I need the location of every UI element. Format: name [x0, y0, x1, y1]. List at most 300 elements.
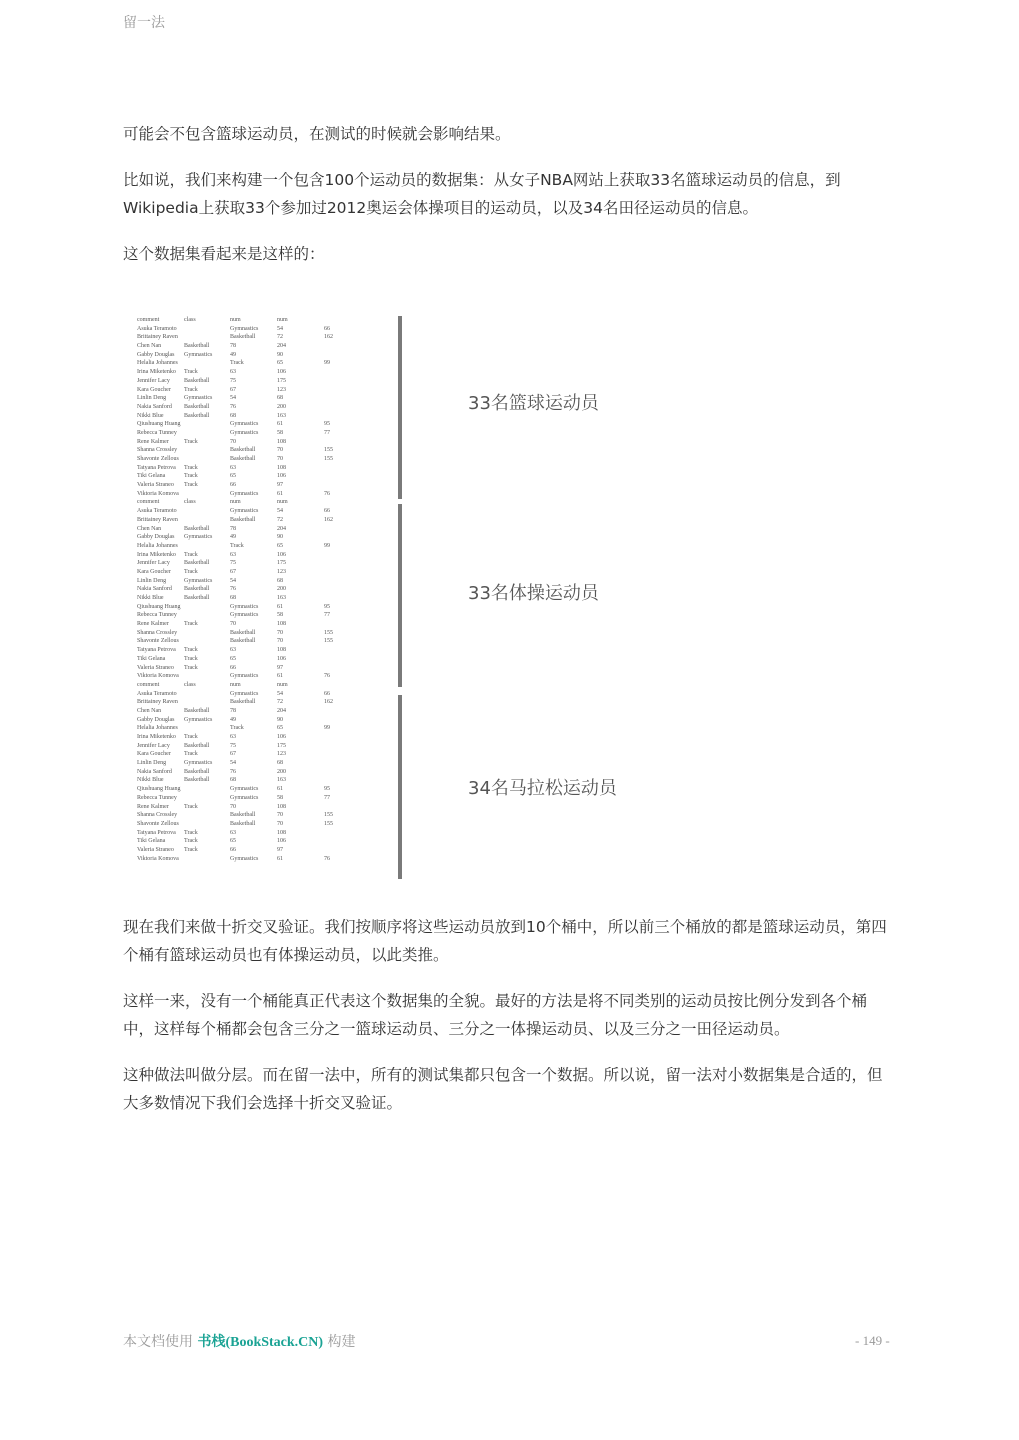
table-cell: Track [184, 846, 198, 853]
table-cell: 155 [324, 812, 333, 819]
table-row [137, 724, 357, 733]
table-cell: num [230, 681, 241, 688]
table-cell: 65 [277, 360, 283, 367]
table-cell [324, 472, 344, 481]
dataset-figure [123, 308, 653, 888]
table-cell [184, 446, 230, 455]
table-cell: Qiushuang Huang [137, 421, 181, 428]
table-cell: Tiki Gelana [137, 473, 166, 480]
table-cell [324, 620, 344, 629]
table-cell [324, 394, 344, 403]
table-cell [184, 698, 230, 707]
table-cell: Track [184, 568, 198, 575]
table-cell: Chen Nan [137, 707, 162, 714]
table-cell [324, 733, 344, 742]
table-cell [184, 333, 230, 342]
table-cell: 97 [277, 664, 283, 671]
table-cell: Irina Miketenko [137, 734, 176, 740]
table-cell: 200 [277, 403, 286, 410]
table-cell [324, 316, 344, 325]
table-cell: 68 [277, 760, 283, 767]
table-cell: Shavonte Zellous [137, 456, 179, 462]
table-cell [324, 551, 344, 560]
table-cell: Nakia Sanford [137, 403, 172, 410]
table-cell: 95 [324, 421, 330, 428]
table-cell: Basketball [184, 595, 210, 601]
table-cell [324, 438, 344, 447]
table-cell: Gymnastics [230, 690, 259, 697]
content-bottom [123, 913, 888, 1135]
table-cell: Rene Kalmer [137, 438, 169, 445]
table-cell: Basketball [184, 768, 210, 775]
table-cell: 67 [230, 751, 236, 758]
table-cell: Nakia Sanford [137, 768, 172, 775]
footer-suffix: 构建 [327, 1334, 356, 1350]
table-row [137, 768, 357, 777]
table-cell: num [277, 317, 288, 323]
table-cell: Track [184, 386, 198, 393]
table-cell: 78 [230, 525, 236, 532]
table-cell: Helalia Johannes [137, 360, 178, 367]
table-row [137, 533, 357, 542]
paragraph: 可能会不包含篮球运动员，在测试的时候就会影响结果。 [123, 125, 511, 143]
table-cell: Basketball [184, 403, 210, 410]
table-cell: Nikki Blue [137, 412, 164, 419]
table-cell [184, 429, 230, 438]
table-cell: 123 [277, 751, 286, 758]
table-cell: Track [184, 655, 198, 662]
table-cell [184, 811, 230, 820]
table-row [137, 803, 357, 812]
table-cell: 70 [277, 456, 283, 462]
table-cell [324, 403, 344, 412]
table-cell: 68 [230, 595, 236, 601]
table-cell [324, 585, 344, 594]
table-cell: Basketball [184, 377, 210, 384]
table-row [137, 516, 357, 525]
table-row [137, 637, 357, 646]
group-bracket-basketball [398, 316, 402, 499]
table-cell: Gymnastics [230, 855, 259, 862]
table-row [137, 446, 357, 455]
table-cell: 66 [230, 664, 236, 671]
table-row [137, 551, 357, 560]
table-cell: class [184, 317, 196, 323]
table-cell: 76 [324, 855, 330, 862]
table-cell: 108 [277, 621, 286, 628]
table-cell: 175 [277, 377, 286, 384]
table-cell: 68 [277, 395, 283, 402]
table-cell: Irina Miketenko [137, 369, 176, 376]
table-row [137, 750, 357, 759]
table-cell: 65 [230, 473, 236, 480]
table-row [137, 690, 357, 699]
table-cell: Chen Nan [137, 525, 162, 532]
table-cell: 75 [230, 742, 236, 749]
table-cell [184, 629, 230, 638]
table-cell: Basketball [230, 456, 256, 462]
table-cell: Track [184, 751, 198, 758]
table-header-row [137, 681, 357, 690]
table-cell [324, 498, 344, 507]
table-cell: Track [184, 473, 198, 480]
table-row [137, 525, 357, 534]
table-cell: 204 [277, 343, 286, 350]
table-row [137, 837, 357, 846]
table-row [137, 646, 357, 655]
table-cell: Track [184, 369, 198, 376]
table-cell [184, 420, 230, 429]
table-row [137, 359, 357, 368]
table-row [137, 577, 357, 586]
table-cell: 76 [324, 673, 330, 680]
table-cell: 54 [277, 690, 283, 697]
table-row [137, 542, 357, 551]
table-cell: 63 [230, 647, 236, 654]
table-cell: comment [137, 681, 160, 688]
table-cell: 108 [277, 829, 286, 836]
table-cell: Tiki Gelana [137, 838, 166, 845]
table-cell [324, 533, 344, 542]
dataset-table [137, 316, 357, 863]
table-cell: Valeria Straneo [137, 664, 174, 671]
table-cell: Brittainey Raven [137, 334, 178, 341]
table-cell [324, 681, 344, 690]
table-row [137, 664, 357, 673]
table-cell: Gymnastics [184, 351, 213, 358]
table-cell: Nikki Blue [137, 777, 164, 784]
page-header: 留一法 [123, 15, 165, 31]
table-cell: Kara Goucher [137, 751, 171, 758]
table-cell: 99 [324, 725, 330, 732]
table-cell: 70 [230, 803, 236, 810]
table-cell: 49 [230, 716, 236, 723]
table-row [137, 559, 357, 568]
table-cell: 106 [277, 734, 286, 740]
table-row [137, 611, 357, 620]
table-header-row [137, 316, 357, 325]
table-cell [184, 855, 230, 864]
table-cell: Linlin Deng [137, 760, 167, 767]
table-cell: Tatyana Petrova [137, 464, 176, 471]
table-cell: 58 [277, 429, 283, 436]
table-cell [324, 594, 344, 603]
table-cell: 108 [277, 464, 286, 471]
table-row [137, 594, 357, 603]
table-cell: 175 [277, 560, 286, 567]
table-row [137, 811, 357, 820]
table-cell: 70 [230, 621, 236, 628]
table-row [137, 455, 357, 464]
table-cell: Track [184, 482, 198, 489]
footer-brand-link[interactable]: 书栈(BookStack.CN) [197, 1335, 324, 1350]
table-cell [184, 359, 230, 368]
page-number: - 149 - [855, 1333, 890, 1348]
table-cell [184, 611, 230, 620]
table-cell [184, 672, 230, 681]
table-cell [324, 742, 344, 751]
table-cell: Track [184, 664, 198, 671]
table-cell [184, 690, 230, 699]
table-cell: Basketball [230, 447, 256, 454]
table-row [137, 351, 357, 360]
table-cell: 175 [277, 742, 286, 749]
table-cell: Shanna Crossley [137, 812, 178, 819]
table-cell: Shanna Crossley [137, 447, 178, 454]
table-cell: 76 [324, 490, 330, 497]
table-cell: 63 [230, 464, 236, 471]
table-cell: Rebecca Tunney [137, 612, 177, 619]
table-cell: 68 [230, 777, 236, 784]
table-cell [324, 837, 344, 846]
table-cell: Track [184, 464, 198, 471]
table-cell: 49 [230, 534, 236, 541]
table-cell: Gymnastics [184, 716, 213, 723]
table-cell [184, 542, 230, 551]
table-cell: num [230, 317, 241, 323]
table-cell: 78 [230, 707, 236, 714]
table-cell [324, 368, 344, 377]
table-row [137, 655, 357, 664]
table-cell: 54 [277, 325, 283, 332]
table-cell [324, 664, 344, 673]
table-cell: num [230, 499, 241, 506]
table-row [137, 716, 357, 725]
table-cell: Gymnastics [184, 577, 213, 584]
table-cell: 77 [324, 794, 330, 801]
table-cell: 54 [277, 508, 283, 515]
table-cell [184, 724, 230, 733]
table-row [137, 481, 357, 490]
table-cell: 97 [277, 846, 283, 853]
table-cell: Tatyana Petrova [137, 829, 176, 836]
table-cell [324, 846, 344, 855]
table-cell: 78 [230, 343, 236, 350]
table-cell: 200 [277, 586, 286, 593]
table-cell [184, 507, 230, 516]
table-row [137, 438, 357, 447]
table-cell [184, 820, 230, 829]
table-cell: 65 [230, 838, 236, 845]
table-cell: Gymnastics [184, 760, 213, 767]
table-cell: 70 [277, 820, 283, 827]
table-cell: Basketball [230, 516, 256, 523]
table-cell: 70 [277, 812, 283, 819]
table-cell: 76 [230, 403, 236, 410]
table-row [137, 429, 357, 438]
table-cell [184, 516, 230, 525]
table-cell [324, 577, 344, 586]
table-cell: 63 [230, 734, 236, 740]
table-cell [324, 342, 344, 351]
table-cell [324, 707, 344, 716]
table-cell: Gymnastics [230, 603, 259, 610]
table-cell: 162 [324, 334, 333, 341]
table-cell: 70 [277, 447, 283, 454]
table-cell [324, 481, 344, 490]
table-cell: 155 [324, 629, 333, 636]
table-cell: Valeria Straneo [137, 482, 174, 489]
group-label-track: 34名马拉松运动员 [468, 778, 617, 799]
table-cell: 163 [277, 595, 286, 601]
table-cell: Nikki Blue [137, 595, 164, 601]
table-row [137, 629, 357, 638]
table-cell [324, 750, 344, 759]
table-row [137, 855, 357, 864]
table-row [137, 785, 357, 794]
table-cell: Rebecca Tunney [137, 794, 177, 801]
table-cell: comment [137, 317, 160, 323]
table-cell: 66 [230, 846, 236, 853]
table-cell: 61 [277, 673, 283, 680]
table-cell: Gymnastics [230, 612, 259, 619]
table-cell [324, 377, 344, 386]
table-cell: 66 [230, 482, 236, 489]
table-cell: 75 [230, 560, 236, 567]
table-cell: Track [184, 438, 198, 445]
table-row [137, 776, 357, 785]
table-cell: 72 [277, 699, 283, 706]
table-cell: Linlin Deng [137, 577, 167, 584]
table-cell [324, 525, 344, 534]
table-cell: Qiushuang Huang [137, 603, 181, 610]
table-cell: Gymnastics [230, 508, 259, 515]
table-cell: Rene Kalmer [137, 621, 169, 628]
table-cell: Basketball [184, 560, 210, 567]
table-row [137, 846, 357, 855]
table-cell: Viktoria Komova [137, 490, 179, 497]
table-cell: Track [230, 725, 244, 732]
table-cell: Irina Miketenko [137, 551, 176, 558]
table-row [137, 620, 357, 629]
table-cell: Rebecca Tunney [137, 429, 177, 436]
table-cell: 65 [277, 542, 283, 549]
table-row [137, 490, 357, 499]
table-cell [184, 603, 230, 612]
table-row [137, 733, 357, 742]
table-cell: 61 [277, 421, 283, 428]
table-row [137, 568, 357, 577]
content-top [123, 120, 888, 286]
table-cell: 66 [324, 325, 330, 332]
table-cell: 163 [277, 412, 286, 419]
table-cell: 63 [230, 369, 236, 376]
table-cell [184, 490, 230, 499]
table-cell [324, 464, 344, 473]
table-cell: Basketball [230, 629, 256, 636]
table-row [137, 333, 357, 342]
table-cell [324, 803, 344, 812]
table-row [137, 464, 357, 473]
table-cell: 54 [230, 577, 236, 584]
table-cell [324, 776, 344, 785]
table-cell: 76 [230, 768, 236, 775]
table-cell [184, 455, 230, 464]
table-cell: Gymnastics [184, 534, 213, 541]
table-cell: Tiki Gelana [137, 655, 166, 662]
table-cell [184, 325, 230, 334]
table-cell: Basketball [184, 343, 210, 350]
table-row [137, 412, 357, 421]
table-cell: Track [184, 551, 198, 558]
table-cell: Jennifer Lacy [137, 560, 170, 567]
table-cell: Basketball [184, 707, 210, 714]
table-row [137, 820, 357, 829]
table-row [137, 386, 357, 395]
table-cell: 49 [230, 351, 236, 358]
table-cell: Brittainey Raven [137, 699, 178, 706]
table-cell: Qiushuang Huang [137, 786, 181, 793]
table-cell: Kara Goucher [137, 386, 171, 393]
table-cell: 75 [230, 377, 236, 384]
table-cell: num [277, 681, 288, 688]
table-cell: Asuka Teramoto [137, 325, 177, 332]
table-row [137, 394, 357, 403]
table-cell: Track [184, 838, 198, 845]
table-cell: Viktoria Komova [137, 673, 179, 680]
table-cell: 90 [277, 351, 283, 358]
table-cell: 155 [324, 638, 333, 645]
table-cell: 108 [277, 647, 286, 654]
table-cell: Nakia Sanford [137, 586, 172, 593]
table-cell [324, 568, 344, 577]
table-cell: 58 [277, 612, 283, 619]
table-row [137, 707, 357, 716]
table-cell: 99 [324, 542, 330, 549]
table-cell [324, 655, 344, 664]
footer-credit [123, 1331, 356, 1351]
table-cell [184, 785, 230, 794]
table-cell: 72 [277, 334, 283, 341]
table-cell: Viktoria Komova [137, 855, 179, 862]
table-row [137, 794, 357, 803]
table-cell: 61 [277, 786, 283, 793]
table-cell: 63 [230, 551, 236, 558]
table-row [137, 420, 357, 429]
table-cell: 90 [277, 716, 283, 723]
table-cell: 65 [277, 725, 283, 732]
table-cell: Basketball [184, 742, 210, 749]
table-row [137, 472, 357, 481]
table-cell [184, 794, 230, 803]
table-cell: 77 [324, 429, 330, 436]
table-cell: Gymnastics [230, 429, 259, 436]
table-cell: Jennifer Lacy [137, 377, 170, 384]
table-cell: Asuka Teramoto [137, 508, 177, 515]
group-label-gymnastics: 33名体操运动员 [468, 583, 599, 604]
table-cell [324, 716, 344, 725]
table-cell: 61 [277, 855, 283, 862]
table-cell: 204 [277, 525, 286, 532]
table-row [137, 325, 357, 334]
table-cell: 54 [230, 760, 236, 767]
table-row [137, 672, 357, 681]
table-cell: Track [230, 360, 244, 367]
table-cell: 61 [277, 603, 283, 610]
table-cell: 155 [324, 447, 333, 454]
table-cell: Gymnastics [230, 786, 259, 793]
table-cell: Tatyana Petrova [137, 647, 176, 654]
table-cell: Linlin Deng [137, 395, 167, 402]
table-cell: Basketball [184, 412, 210, 419]
table-cell: 106 [277, 551, 286, 558]
table-row [137, 759, 357, 768]
table-cell [324, 829, 344, 838]
table-cell: Jennifer Lacy [137, 742, 170, 749]
footer-prefix: 本文档使用 [123, 1334, 193, 1350]
table-cell: 63 [230, 829, 236, 836]
table-cell: 67 [230, 386, 236, 393]
